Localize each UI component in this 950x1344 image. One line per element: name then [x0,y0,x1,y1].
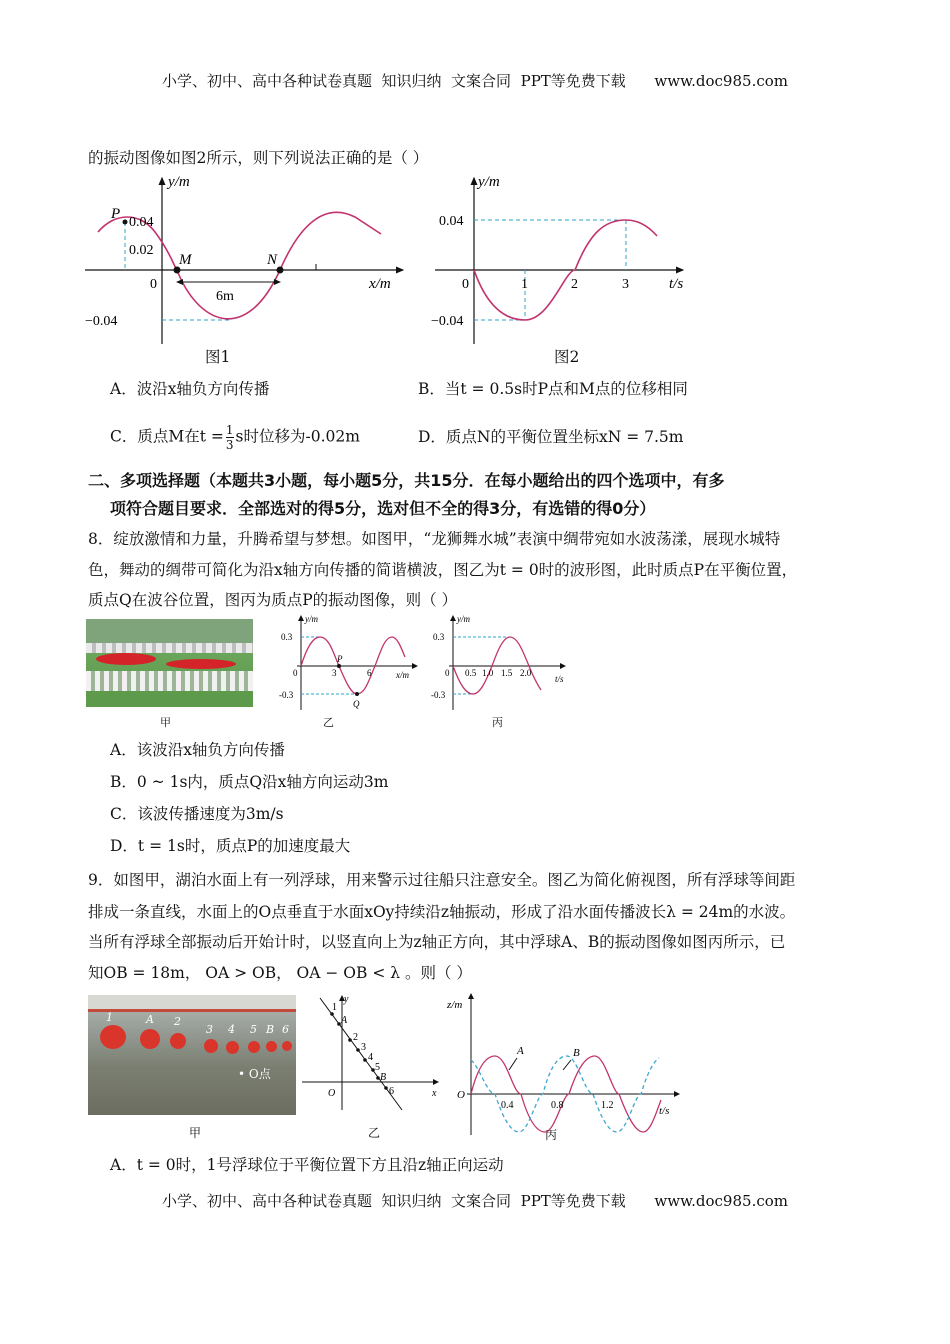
q9-fig-yi-caption: 乙 [368,1126,381,1140]
section2-heading-line1: 二、多项选择题（本题共3小题，每小题5分，共15分．在每小题给出的四个选项中，有多 [88,471,725,490]
svg-text:6: 6 [367,668,372,678]
svg-text:P: P [337,654,343,664]
fig1-dist-label: 6m [216,289,234,304]
q8-option-b: B．0 ~ 1s内，质点Q沿x轴方向运动3m [110,773,389,791]
fig2-xlabel: t/s [669,276,684,292]
svg-text:0.5: 0.5 [465,668,477,678]
svg-text:4: 4 [368,1052,373,1063]
q8-option-d: D．t = 1s时，质点P的加速度最大 [110,837,351,855]
q9-option-a: A．t = 0时，1号浮球位于平衡位置下方且沿z轴正向运动 [110,1156,504,1174]
svg-text:0: 0 [445,668,450,678]
svg-text:O: O [457,1089,465,1101]
svg-text:2: 2 [353,1032,358,1043]
fig1-tick-004: 0.04 [129,215,154,230]
q8-photo-dragon-lion-dance [86,619,253,707]
fig1-origin: 0 [150,277,157,292]
q9-figure-yi [298,990,446,1115]
fig2-tick-3: 3 [622,277,629,292]
svg-text:0.3: 0.3 [433,632,445,642]
svg-text:A: A [517,1045,524,1057]
svg-text:1.0: 1.0 [482,668,494,678]
svg-text:y/m: y/m [457,614,470,624]
q9-fig-jia-caption: 甲 [189,1126,202,1140]
q8-fig-bing-caption: 丙 [492,716,503,729]
svg-text:-0.3: -0.3 [431,690,446,700]
q8-line1: 8．绽放激情和力量，升腾希望与梦想。如图甲，“龙狮舞水城”表演中绸带宛如水波荡漾，展现水城特 [88,530,781,548]
fig1-xlabel: x/m [369,276,391,292]
svg-text:z/m: z/m [447,999,463,1011]
q7-option-c-post: s时位移为-0.02m [235,427,360,446]
q7-option-c-fraction: $\frac{1}{3}$ [225,423,234,452]
svg-text:3: 3 [332,668,337,678]
fig2-origin: 0 [462,277,469,292]
q7-intro: 的振动图像如图2所示，则下列说法正确的是（ ） [88,149,429,167]
q8-figure-yi [275,612,420,712]
svg-text:0.4: 0.4 [501,1100,514,1111]
q8-line3: 质点Q在波谷位置，图丙为质点P的振动图像，则（ ） [88,591,458,609]
svg-text:-0.3: -0.3 [279,690,294,700]
svg-text:B: B [380,1072,387,1083]
fig2-ylabel: y/m [478,174,500,190]
q7-option-a: A．波沿x轴负方向传播 [110,380,270,398]
page-header: 小学、初中、高中各种试卷真题 知识归纳 文案合同 PPT等免费下载 www.doc985.com [161,72,788,90]
svg-text:A: A [341,1015,348,1026]
svg-text:0.8: 0.8 [551,1100,564,1111]
fig1-point-n [277,267,284,274]
q8-figure-bing [425,612,575,712]
q8-option-c: C．该波传播速度为3m/s [110,805,284,823]
q9-line3: 当所有浮球全部振动后开始计时，以竖直向上为z轴正方向，其中浮球A、B的振动图像如图丙所示，已 [88,933,786,951]
svg-text:O: O [328,1088,336,1099]
q7-option-b: B．当t = 0.5s时P点和M点的位移相同 [418,380,688,398]
q9-figure-bing [445,990,685,1135]
q9-line2: 排成一条直线，水面上的O点垂直于水面xOy持续沿z轴振动，形成了沿水面传播波长λ = 24m的水波。 [88,903,796,921]
fig1-caption: 图1 [205,348,231,366]
svg-text:1.2: 1.2 [601,1100,614,1111]
svg-text:0: 0 [293,668,298,678]
svg-text:t/s: t/s [659,1105,670,1117]
q7-figure-2 [425,172,695,362]
section2-heading-line2: 项符合题目要求．全部选对的得5分，选对但不全的得3分，有选错的得0分） [110,499,656,518]
fig1-point-p [123,220,128,225]
svg-text:5: 5 [375,1062,380,1073]
q8-option-a: A．该波沿x轴负方向传播 [110,741,285,759]
svg-text:Q: Q [353,699,360,709]
fig1-label-p: P [111,206,121,222]
q9-line4: 知OB = 18m， OA > OB， OA − OB < λ 。则（ ） [88,964,472,982]
svg-text:1: 1 [332,1002,337,1013]
svg-text:y: y [344,994,349,1005]
svg-text:t/s: t/s [555,674,564,684]
fig2-tick-1: 1 [521,277,528,292]
q9-line1: 9．如图甲，湖泊水面上有一列浮球，用来警示过往船只注意安全。图乙为简化俯视图，所有浮球等间距 [88,871,796,889]
svg-text:x/m: x/m [396,670,409,680]
q7-option-d: D．质点N的平衡位置坐标xN = 7.5m [418,428,684,446]
svg-text:2.0: 2.0 [520,668,532,678]
q8-line2: 色，舞动的绸带可简化为沿x轴方向传播的简谐横波，图乙为t = 0时的波形图，此时质点P在平衡位置， [88,561,798,579]
q7-figure-1 [85,172,415,362]
page-footer: 小学、初中、高中各种试卷真题 知识归纳 文案合同 PPT等免费下载 www.doc985.com [161,1192,788,1210]
fig1-tick-neg004: −0.04 [85,314,118,329]
svg-text:B: B [573,1047,580,1059]
svg-text:1.5: 1.5 [501,668,513,678]
q8-fig-yi-caption: 乙 [323,716,334,729]
q7-option-c [110,423,360,452]
fig2-tick-004: 0.04 [439,214,464,229]
svg-text:x: x [432,1088,437,1099]
q8-fig-jia-caption: 甲 [160,716,171,729]
svg-text:0.3: 0.3 [281,632,293,642]
fig1-ylabel: y/m [168,174,190,190]
fig1-label-n: N [267,252,278,268]
svg-text:6: 6 [389,1086,394,1097]
fig2-tick-2: 2 [571,277,578,292]
q7-option-c-pre: C．质点M在t = [110,427,224,446]
q9-photo-buoys: 1 A 2 3 4 5 B 6 • O点 [88,995,296,1115]
fig2-tick-neg004: −0.04 [431,314,464,329]
fig1-label-m: M [179,252,192,268]
svg-text:y/m: y/m [305,614,318,624]
fig1-tick-002: 0.02 [129,243,154,258]
fig2-caption: 图2 [554,348,580,366]
svg-text:3: 3 [361,1042,366,1053]
q9-fig-bing-caption: 丙 [545,1128,558,1142]
